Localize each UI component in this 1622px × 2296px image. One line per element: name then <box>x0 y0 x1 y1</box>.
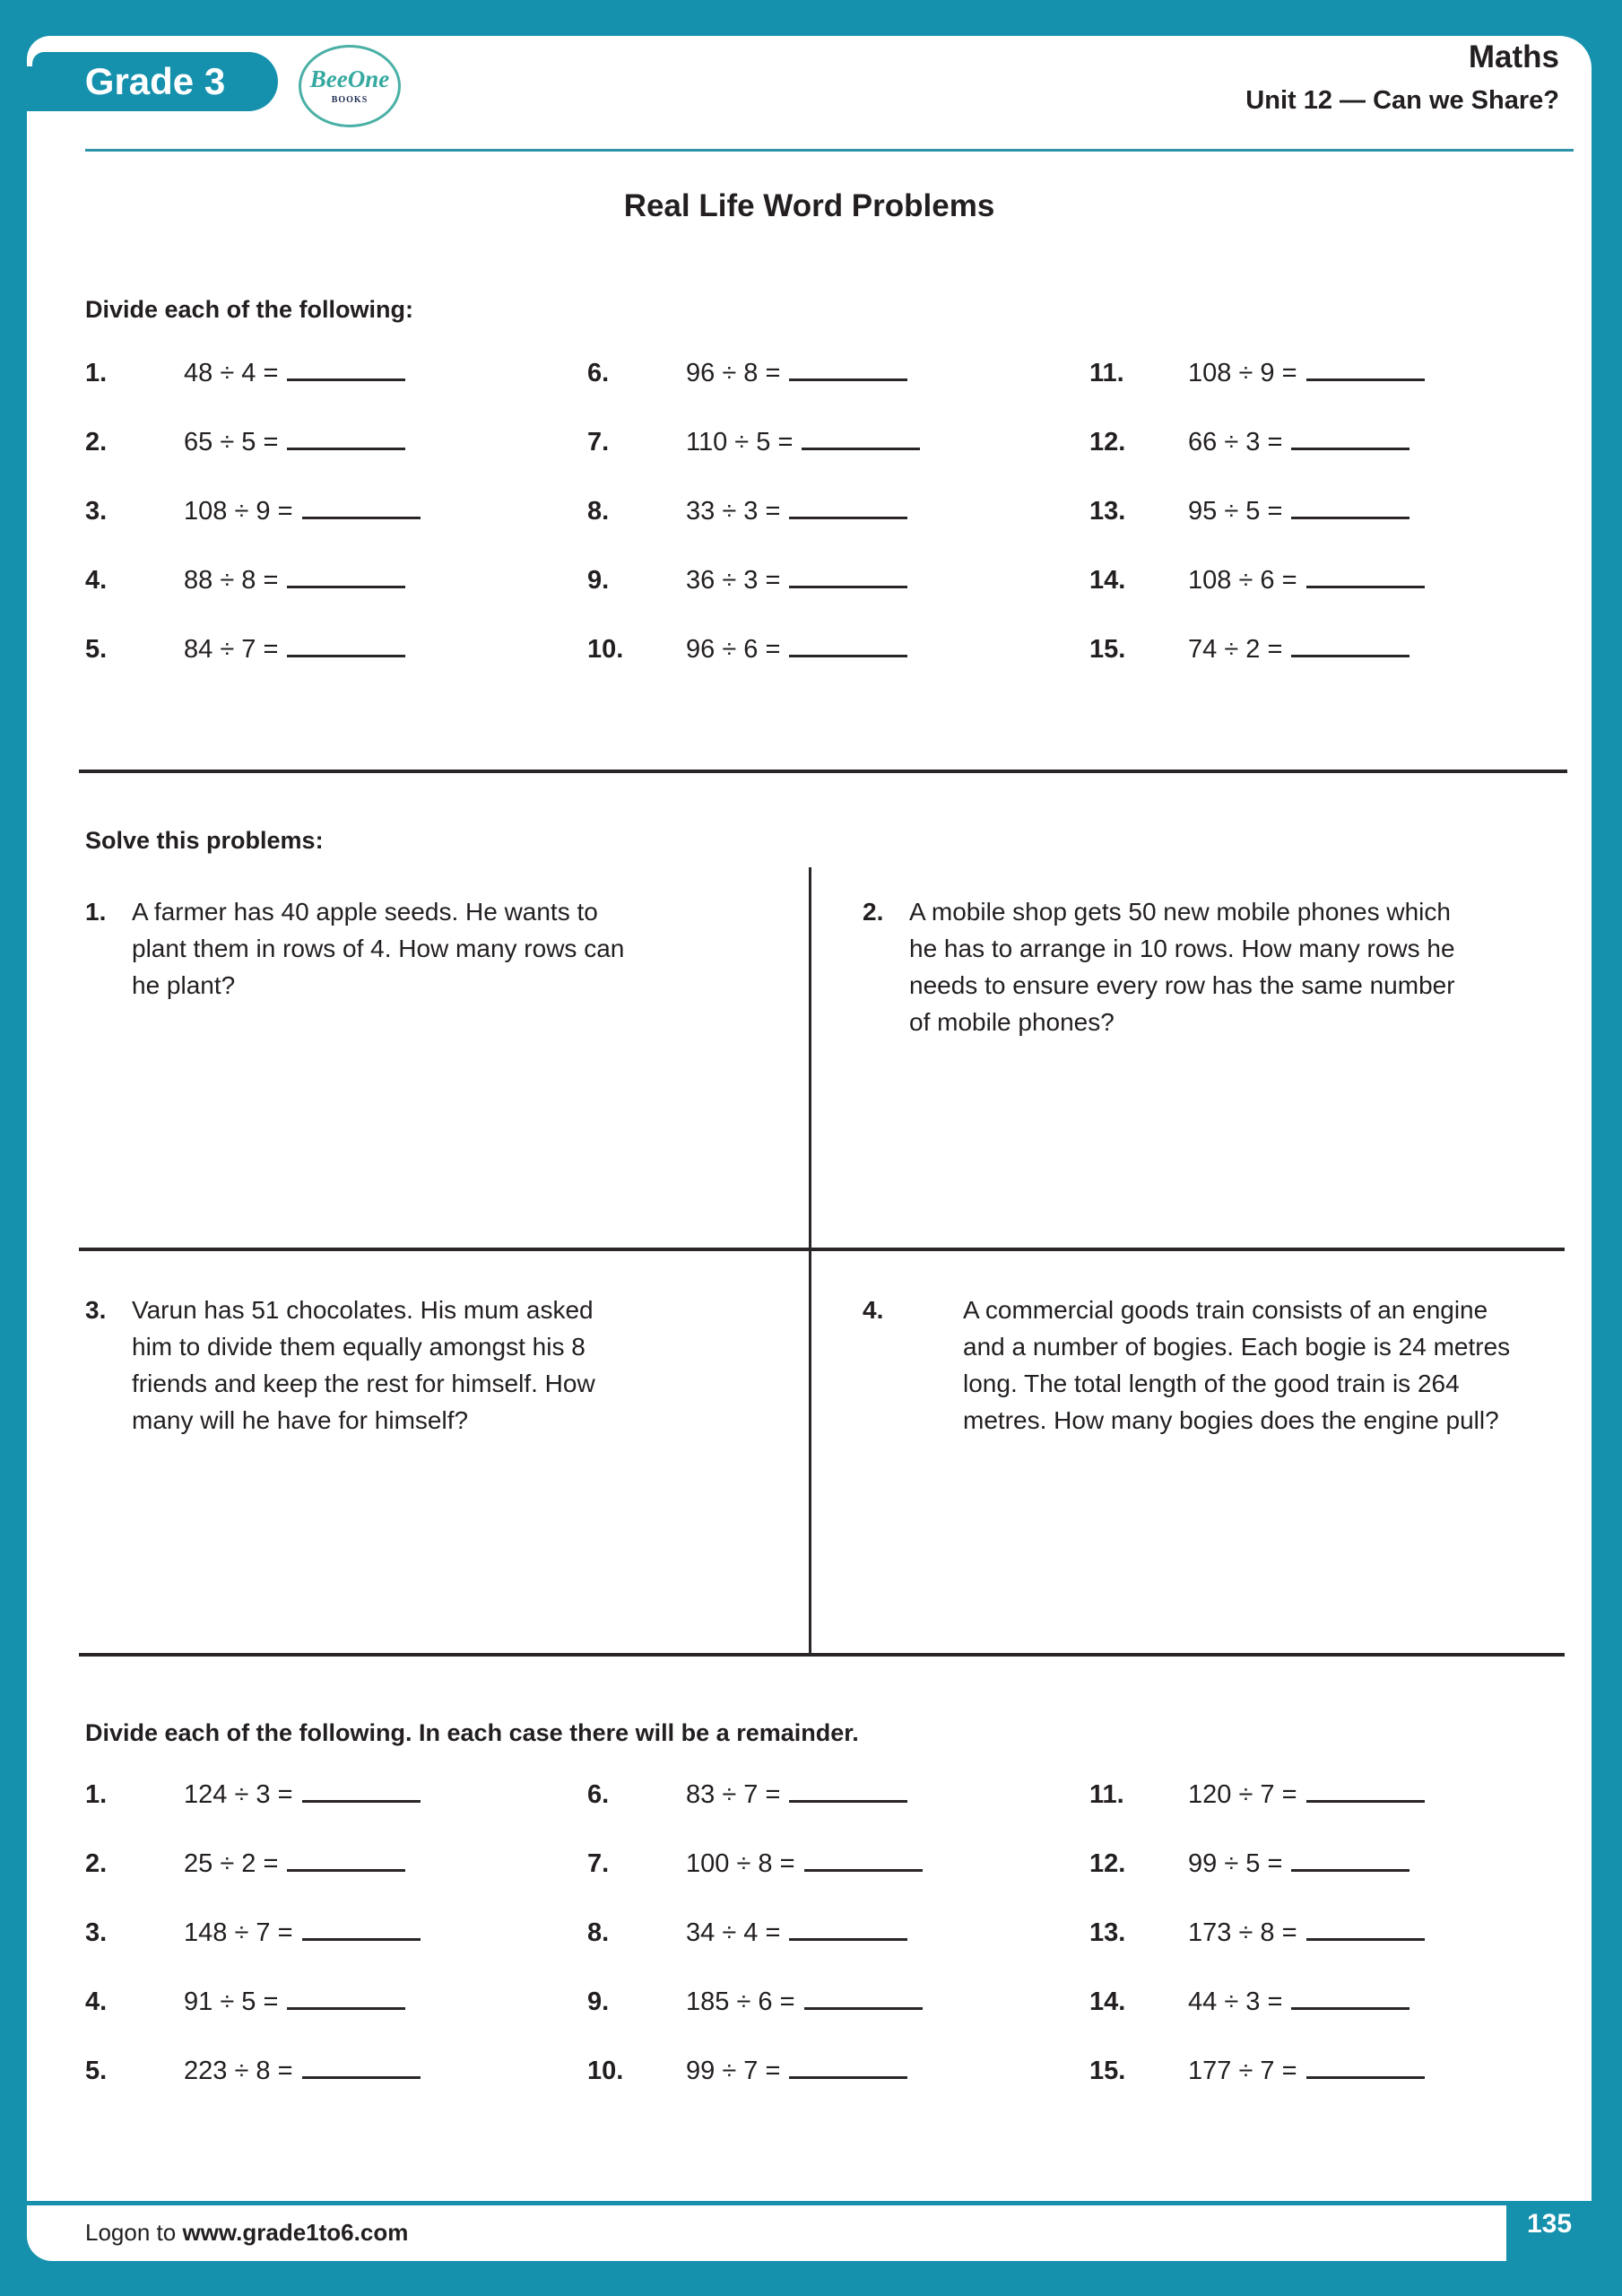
problem-number: 13. <box>1089 1918 1126 1947</box>
problem-number: 11. <box>1089 1780 1124 1809</box>
word-problem <box>79 1251 811 1653</box>
word-problem-table <box>79 867 1565 1657</box>
division-problem <box>85 428 587 497</box>
header-rule <box>85 149 1574 152</box>
section1-problem-grid <box>85 359 1565 704</box>
beeone-logo <box>299 45 401 127</box>
answer-blank-line <box>789 517 907 519</box>
problem-number: 4. <box>85 1987 108 2016</box>
answer-blank-line <box>1291 448 1409 450</box>
problem-expression: 96 ÷ 6 = <box>686 635 781 664</box>
problem-number: 2. <box>85 1849 108 1878</box>
answer-blank-line <box>287 655 405 657</box>
word-problem <box>811 867 1565 1251</box>
grade-badge-label: Grade 3 <box>84 60 226 102</box>
problem-expression: 223 ÷ 8 = <box>184 2057 293 2085</box>
problem-expression: 110 ÷ 5 = <box>686 428 794 457</box>
division-problem <box>587 635 1089 704</box>
problem-expression: 91 ÷ 5 = <box>184 1987 279 2016</box>
division-problem <box>587 1849 1089 1918</box>
problem-expression: 34 ÷ 4 = <box>686 1918 781 1947</box>
answer-blank-line <box>302 2076 421 2079</box>
logon-prefix: Logon to <box>85 2219 183 2246</box>
division-problem <box>85 497 587 566</box>
division-problem <box>85 1780 587 1849</box>
problem-expression: 173 ÷ 8 = <box>1188 1918 1297 1947</box>
answer-blank-line <box>1306 1938 1425 1941</box>
answer-blank-line <box>789 1938 907 1941</box>
answer-blank-line <box>804 1869 923 1872</box>
section-divider <box>79 770 1567 773</box>
problem-text: A mobile shop gets 50 new mobile phones which he has to arrange in 10 rows. How many rows he needs to ensure every row has the same number of mobile phones? <box>909 898 1455 1036</box>
division-problem <box>1089 428 1565 497</box>
problem-expression: 120 ÷ 7 = <box>1188 1780 1297 1809</box>
problem-number: 2. <box>863 898 884 926</box>
problem-expression: 83 ÷ 7 = <box>686 1780 781 1809</box>
division-problem <box>1089 1849 1565 1918</box>
problem-number: 9. <box>587 1987 610 2016</box>
problem-number: 6. <box>587 359 610 387</box>
beeone-logo-subtitle: BOOKS <box>331 95 369 105</box>
answer-blank-line <box>302 1938 421 1941</box>
problem-expression: 44 ÷ 3 = <box>1188 1987 1283 2016</box>
problem-number: 1. <box>85 359 108 387</box>
problem-number: 1. <box>85 898 107 926</box>
problem-number: 3. <box>85 497 108 526</box>
problem-number: 5. <box>85 2057 108 2085</box>
answer-blank-line <box>789 1800 907 1803</box>
division-problem <box>85 359 587 428</box>
problem-expression: 148 ÷ 7 = <box>184 1918 293 1947</box>
problem-number: 1. <box>85 1780 108 1809</box>
answer-blank-line <box>1306 2076 1425 2079</box>
answer-blank-line <box>789 378 907 381</box>
problem-expression: 65 ÷ 5 = <box>184 428 279 457</box>
problem-number: 7. <box>587 428 610 457</box>
problem-number: 7. <box>587 1849 610 1878</box>
problem-number: 8. <box>587 497 610 526</box>
answer-blank-line <box>302 1800 421 1803</box>
problem-number: 14. <box>1089 1987 1126 2016</box>
section3-problem-grid <box>85 1780 1565 2126</box>
problem-expression: 99 ÷ 7 = <box>686 2057 781 2085</box>
division-problem <box>587 1780 1089 1849</box>
problem-expression: 25 ÷ 2 = <box>184 1849 279 1878</box>
problem-expression: 96 ÷ 8 = <box>686 359 781 387</box>
problem-expression: 99 ÷ 5 = <box>1188 1849 1283 1878</box>
problem-number: 6. <box>587 1780 610 1809</box>
page-number: 135 <box>1526 2209 1573 2239</box>
division-problem <box>1089 1780 1565 1849</box>
problem-number: 3. <box>85 1918 108 1947</box>
problem-number: 12. <box>1089 428 1126 457</box>
division-problem <box>85 566 587 635</box>
problem-number: 4. <box>85 566 108 595</box>
division-problem <box>85 1849 587 1918</box>
problem-number: 4. <box>863 1296 884 1324</box>
problem-expression: 33 ÷ 3 = <box>686 497 781 526</box>
division-problem <box>85 1918 587 1987</box>
problem-number: 3. <box>85 1296 107 1324</box>
division-problem <box>85 2057 587 2126</box>
footer-text <box>85 2219 408 2247</box>
problem-expression: 108 ÷ 9 = <box>184 497 293 526</box>
answer-blank-line <box>287 2007 405 2010</box>
answer-blank-line <box>1306 586 1425 588</box>
word-problem <box>811 1251 1565 1653</box>
problem-number: 5. <box>85 635 108 664</box>
answer-blank-line <box>789 2076 907 2079</box>
answer-blank-line <box>789 586 907 588</box>
problem-expression: 100 ÷ 8 = <box>686 1849 795 1878</box>
problem-number: 9. <box>587 566 610 595</box>
word-problem <box>79 867 811 1251</box>
section1-heading: Divide each of the following: <box>85 296 414 323</box>
answer-blank-line <box>287 448 405 450</box>
problem-number: 10. <box>587 635 624 664</box>
problem-number: 8. <box>587 1918 610 1947</box>
division-problem <box>587 428 1089 497</box>
division-problem <box>587 1918 1089 1987</box>
division-problem <box>1089 2057 1565 2126</box>
answer-blank-line <box>804 2007 923 2010</box>
problem-number: 15. <box>1089 2057 1126 2085</box>
division-problem <box>587 497 1089 566</box>
answer-blank-line <box>1306 378 1425 381</box>
answer-blank-line <box>1291 655 1409 657</box>
problem-number: 12. <box>1089 1849 1126 1878</box>
division-problem <box>587 359 1089 428</box>
problem-number: 2. <box>85 428 108 457</box>
section2-heading: Solve this problems: <box>85 827 324 854</box>
unit-label: Unit 12 — Can we Share? <box>1245 86 1559 115</box>
problem-expression: 36 ÷ 3 = <box>686 566 781 595</box>
answer-blank-line <box>802 448 920 450</box>
division-problem <box>1089 1987 1565 2057</box>
answer-blank-line <box>1291 517 1409 519</box>
division-problem <box>1089 359 1565 428</box>
problem-expression: 185 ÷ 6 = <box>686 1987 795 2016</box>
answer-blank-line <box>789 655 907 657</box>
section3-heading: Divide each of the following. In each case there will be a remainder. <box>85 1719 859 1746</box>
website-url: www.grade1to6.com <box>182 2219 409 2246</box>
answer-blank-line <box>1291 1869 1409 1872</box>
problem-expression: 48 ÷ 4 = <box>184 359 279 387</box>
problem-expression: 66 ÷ 3 = <box>1188 428 1283 457</box>
division-problem <box>1089 566 1565 635</box>
problem-expression: 124 ÷ 3 = <box>184 1780 293 1809</box>
answer-blank-line <box>287 378 405 381</box>
problem-expression: 108 ÷ 6 = <box>1188 566 1297 595</box>
answer-blank-line <box>1306 1800 1425 1803</box>
problem-number: 10. <box>587 2057 624 2085</box>
beeone-logo-title: BeeOne <box>309 65 390 92</box>
problem-expression: 84 ÷ 7 = <box>184 635 279 664</box>
problem-number: 13. <box>1089 497 1126 526</box>
problem-number: 11. <box>1089 359 1124 387</box>
division-problem <box>1089 635 1565 704</box>
problem-number: 14. <box>1089 566 1126 595</box>
division-problem <box>1089 497 1565 566</box>
problem-text: A farmer has 40 apple seeds. He wants to plant them in rows of 4. How many rows can he plant? <box>132 898 625 999</box>
division-problem <box>587 2057 1089 2126</box>
division-problem <box>85 635 587 704</box>
problem-expression: 95 ÷ 5 = <box>1188 497 1283 526</box>
subject-label: Maths <box>1468 39 1559 74</box>
division-problem <box>587 1987 1089 2057</box>
problem-expression: 74 ÷ 2 = <box>1188 635 1283 664</box>
answer-blank-line <box>1291 2007 1409 2010</box>
problem-text: A commercial goods train consists of an engine and a number of bogies. Each bogie is 24 metres long. The total length of the good train is 264 metres. How many bogies does the engine pull? <box>963 1296 1511 1434</box>
problem-expression: 88 ÷ 8 = <box>184 566 279 595</box>
problem-text: Varun has 51 chocolates. His mum asked him to divide them equally amongst his 8 friends and keep the rest for himself. How many will he have for himself? <box>132 1296 595 1434</box>
division-problem <box>1089 1918 1565 1987</box>
division-problem <box>85 1987 587 2057</box>
answer-blank-line <box>287 1869 405 1872</box>
page-title: Real Life Word Problems <box>623 188 995 223</box>
problem-number: 15. <box>1089 635 1126 664</box>
division-problem <box>587 566 1089 635</box>
grade-badge <box>32 52 278 111</box>
answer-blank-line <box>302 517 421 519</box>
problem-expression: 177 ÷ 7 = <box>1188 2057 1297 2085</box>
answer-blank-line <box>287 586 405 588</box>
problem-expression: 108 ÷ 9 = <box>1188 359 1297 387</box>
